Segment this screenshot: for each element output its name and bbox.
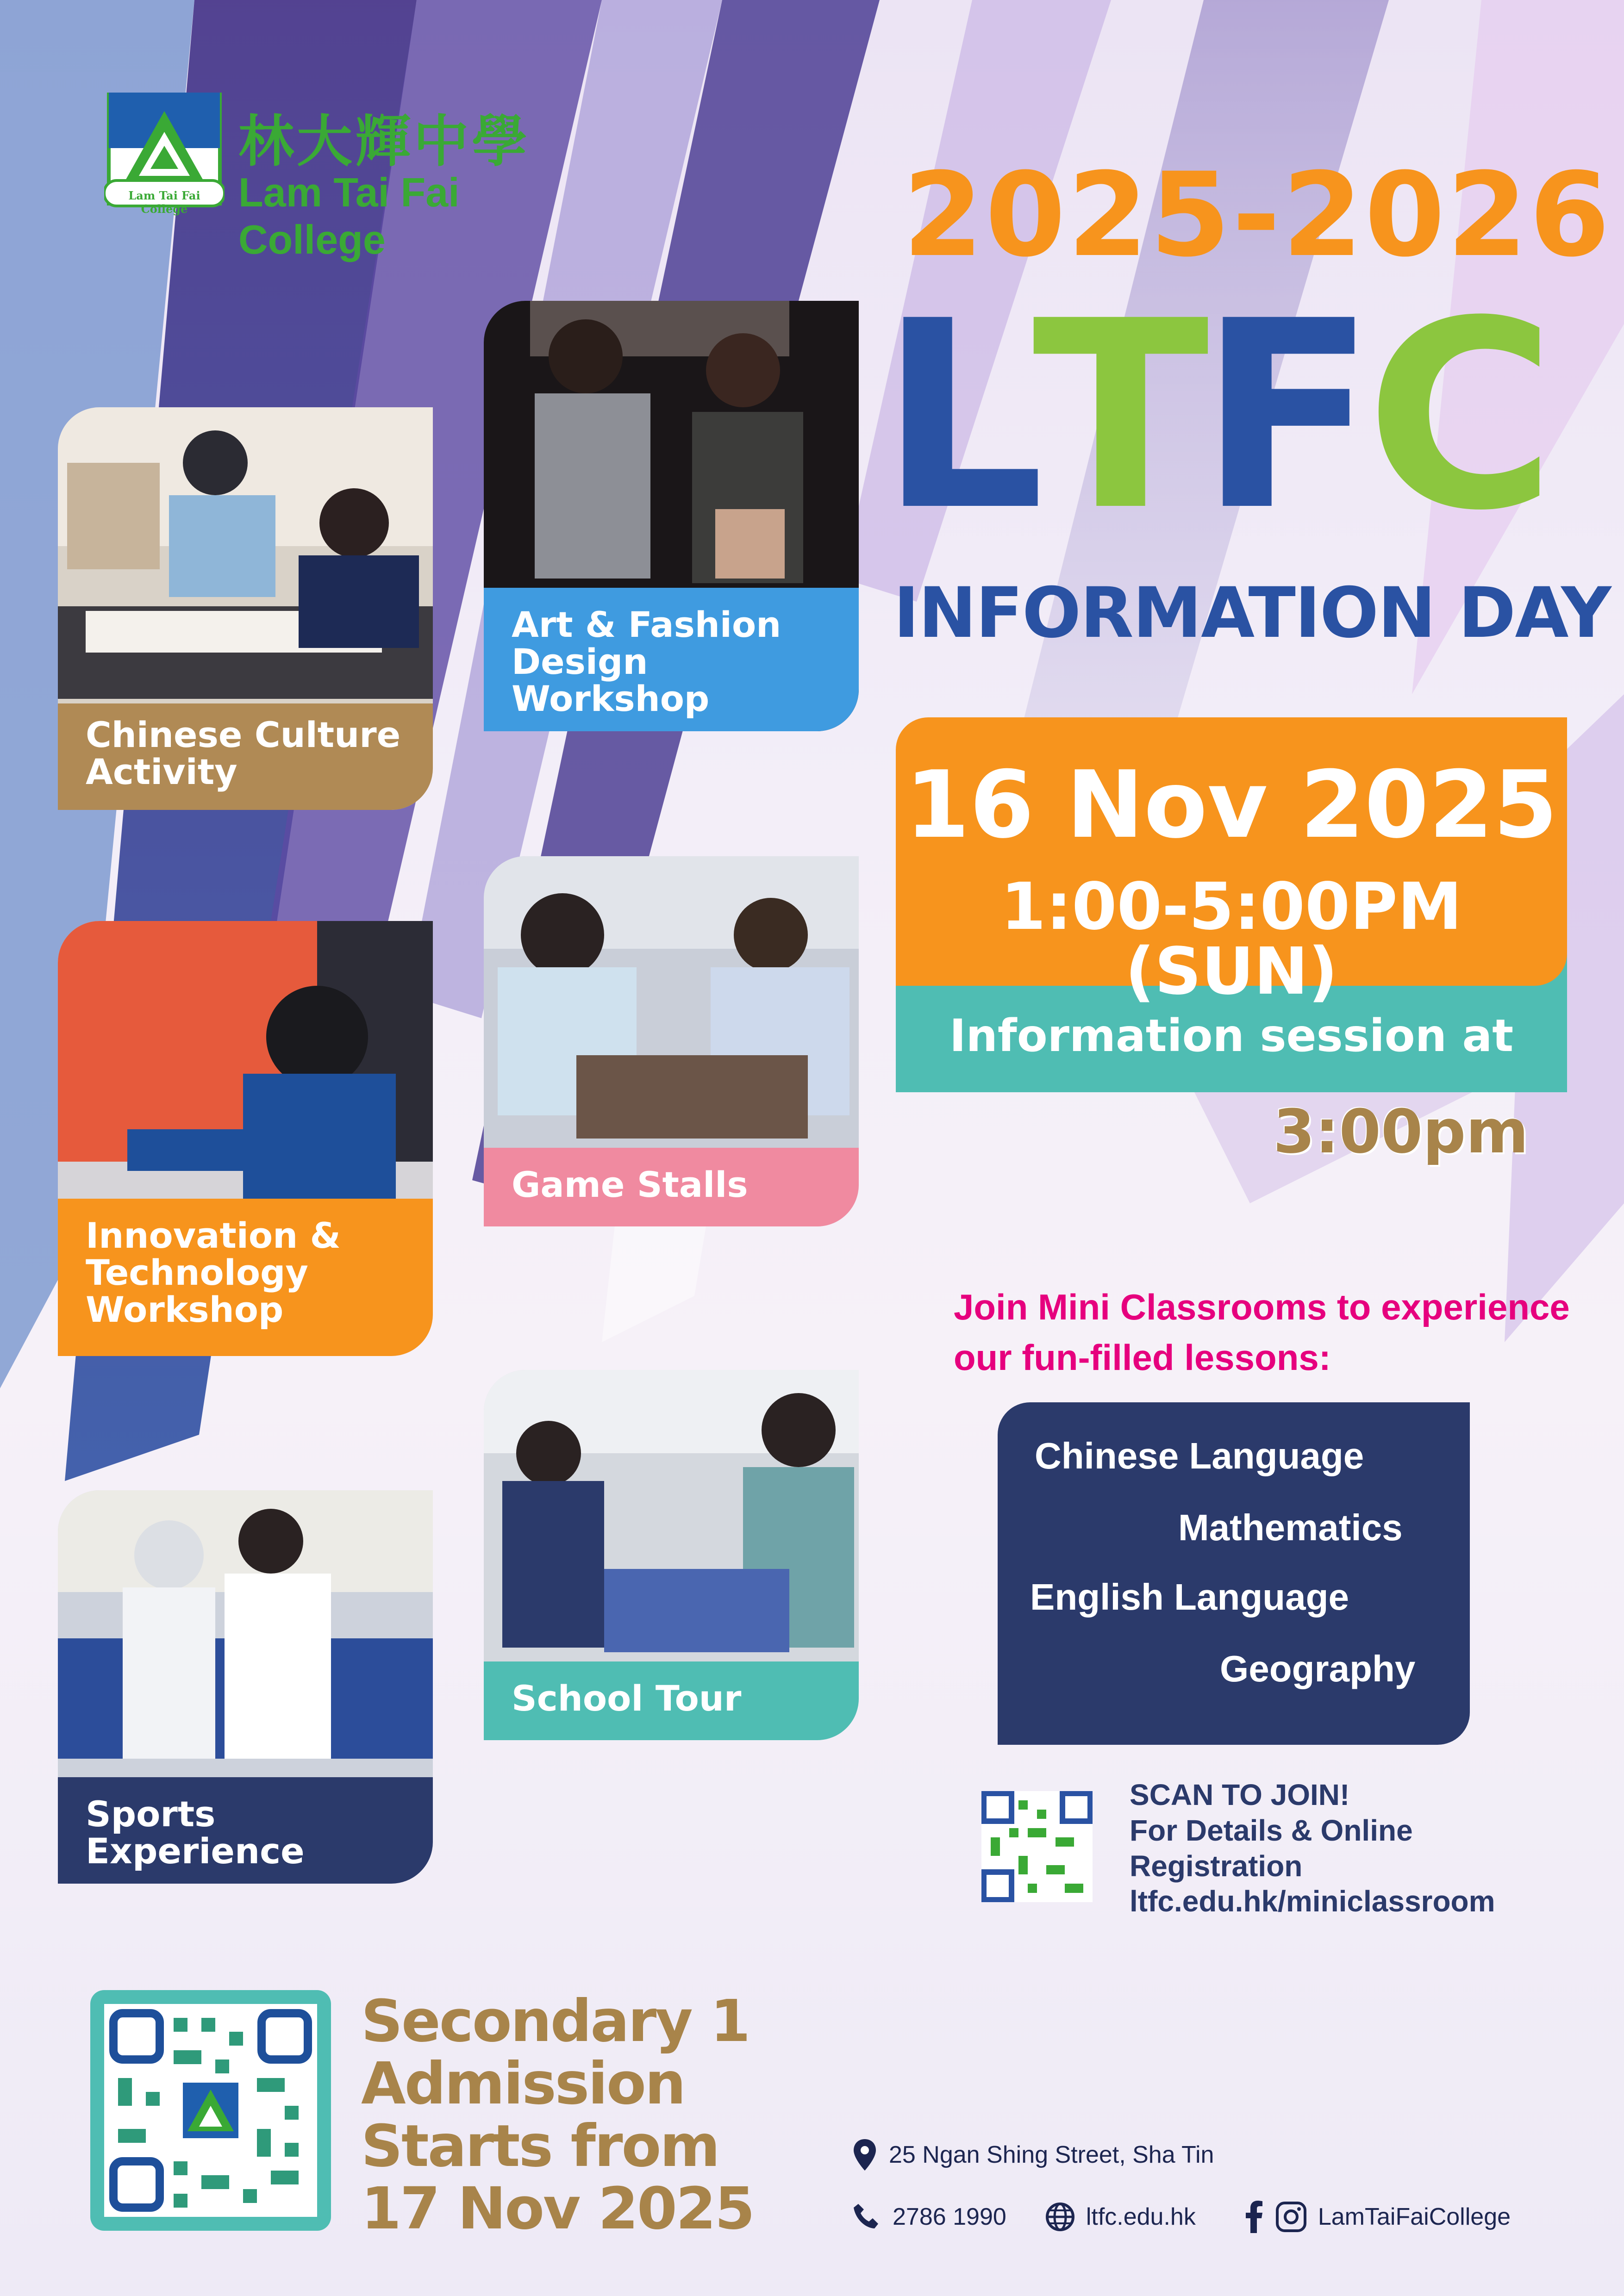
mini-classroom-qr-code[interactable] [981,1791,1093,1902]
school-logo [104,93,595,262]
globe-icon [1045,2202,1075,2232]
contact-row [852,2201,1511,2233]
qr-code-icon [104,2004,317,2217]
academic-year: 2025-2026 [903,148,1612,282]
facebook-icon[interactable] [1244,2201,1264,2233]
activity-label: Game Stalls [484,1148,859,1226]
subject-geography: Geography [1220,1648,1416,1689]
admission-line: Secondary 1 [361,1988,750,2055]
event-date: 16 Nov 2025 [905,751,1558,859]
event-time: 1:00-5:00PM (SUN) [1000,869,1462,1009]
activity-label: Sports Experience [58,1777,433,1884]
scan-line1: For Details & Online [1130,1813,1413,1847]
scan-url[interactable]: ltfc.edu.hk/miniclassroom [1130,1885,1495,1918]
school-name-chinese: 林大輝中學 [238,109,530,174]
activity-label: Innovation & Technology Workshop [58,1199,433,1356]
instagram-icon[interactable] [1275,2201,1307,2233]
information-day-subtitle: INFORMATION DAY [893,573,1611,653]
address-text: 25 Ngan Shing Street, Sha Tin [889,2141,1214,2168]
address-row [852,2138,1214,2172]
activity-label: Art & Fashion Design Workshop [484,588,859,731]
admission-line: 17 Nov 2025 [361,2175,754,2242]
activity-card-sports [58,1490,433,1884]
phone-icon [852,2202,881,2232]
activity-card-chinese-culture [58,407,433,810]
phone-number[interactable]: 2786 1990 [893,2203,1006,2230]
letter-T: T [1032,266,1209,567]
activity-card-innovation-technology [58,921,433,1356]
activity-label: School Tour [484,1661,859,1740]
letter-L: L [880,266,1045,567]
activity-card-school-tour [484,1370,859,1740]
admission-line: Admission [361,2050,685,2117]
emblem-caption: Lam Tai Fai College [128,189,200,216]
admission-line: Starts from [361,2113,719,2180]
qr-code-icon [981,1791,1093,1902]
activity-card-game-stalls [484,856,859,1226]
activity-label: Chinese Culture Activity [58,703,433,810]
activity-card-art-fashion [484,301,859,731]
mini-classroom-intro: Join Mini Classrooms to experience our fun-filled lessons: [954,1287,1570,1378]
session-label: Information session at [949,1010,1514,1062]
scan-line2: Registration [1130,1849,1303,1883]
ltfc-title [880,266,1583,567]
website-link[interactable]: ltfc.edu.hk [1086,2203,1196,2230]
admission-qr-code[interactable] [104,2004,317,2217]
session-time: 3:00pm [1273,1096,1529,1167]
subject-english: English Language [1030,1576,1349,1618]
admission-text [361,1990,754,2240]
subject-mathematics: Mathematics [1178,1507,1403,1548]
scan-heading: SCAN TO JOIN! [1130,1778,1350,1811]
school-name-english: Lam Tai Fai College [238,169,460,262]
social-handle[interactable]: LamTaiFaiCollege [1318,2203,1511,2230]
location-pin-icon [852,2138,878,2172]
letter-C: C [1366,266,1556,567]
letter-F: F [1199,266,1376,567]
scan-info [1130,1777,1495,1919]
subject-chinese: Chinese Language [1035,1435,1364,1476]
